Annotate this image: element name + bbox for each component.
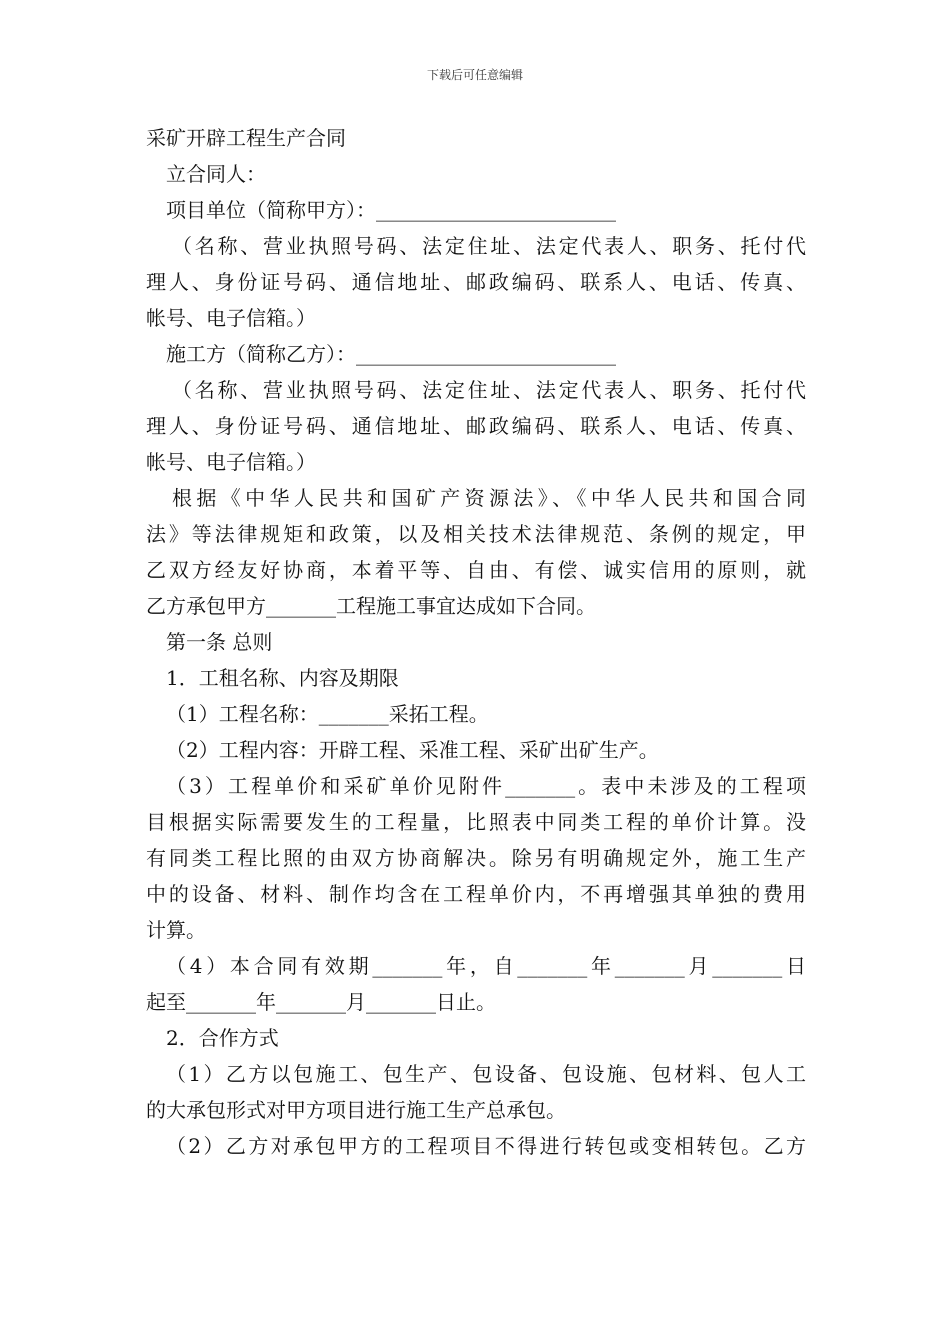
document-title: 采矿开辟工程生产合同 (146, 126, 346, 150)
contract-document (146, 120, 806, 1164)
party-b-note-line: 帐号、电子信箱。） (146, 450, 316, 474)
clause-1-3-line: 中的设备、材料、制作均含在工程单价内，不再增强其单独的费用 (146, 882, 806, 906)
article-1-heading: 第一条 总则 (166, 630, 273, 654)
page-header-note: 下载后可任意编辑 (426, 68, 523, 82)
party-a-note-line: 帐号、电子信箱。） (146, 306, 316, 330)
parties-heading: 立合同人： (166, 162, 266, 186)
party-b-note-line: （名称、营业执照号码、法定住址、法定代表人、职务、托付代 (172, 378, 806, 402)
section-2-heading: 2．合作方式 (166, 1026, 279, 1050)
party-b-note-line: 理人、身份证号码、通信地址、邮政编码、联系人、电话、传真、 (146, 414, 806, 438)
clause-1-3-line: 计算。 (146, 918, 206, 942)
clause-1-2: （2）工程内容：开辟工程、采准工程、采矿出矿生产。 (166, 738, 659, 762)
section-1-heading: 1．工租名称、内容及期限 (166, 666, 399, 690)
preamble-line: 法》等法律规矩和政策，以及相关技术法律规范、条例的规定，甲 (146, 522, 806, 546)
clause-2-2-line: （2）乙方对承包甲方的工程项目不得进行转包或变相转包。乙方 (166, 1134, 806, 1158)
party-a-field: 项目单位（简称甲方）：________________________ (166, 198, 616, 222)
clause-2-1-line: （1）乙方以包施工、包生产、包设备、包设施、包材料、包人工 (166, 1062, 806, 1086)
party-a-note-line: （名称、营业执照号码、法定住址、法定代表人、职务、托付代 (172, 234, 806, 258)
clause-1-1: （1）工程名称：_______采拓工程。 (166, 702, 489, 726)
clause-1-4-line: （4）本合同有效期_______年，自_______年_______月_______日 (166, 954, 806, 978)
preamble-line: 乙双方经友好协商，本着平等、自由、有偿、诚实信用的原则，就 (146, 558, 806, 582)
preamble-line: 乙方承包甲方_______工程施工事宜达成如下合同。 (146, 594, 596, 618)
clause-1-3-line: 有同类工程比照的由双方协商解决。除另有明确规定外，施工生产 (146, 846, 806, 870)
party-b-field: 施工方（简称乙方）：__________________________ (166, 342, 616, 366)
party-a-note-line: 理人、身份证号码、通信地址、邮政编码、联系人、电话、传真、 (146, 270, 806, 294)
preamble-line: 根据《中华人民共和国矿产资源法》、《中华人民共和国合同 (172, 486, 806, 510)
clause-2-1-line: 的大承包形式对甲方项目进行施工生产总承包。 (146, 1098, 566, 1122)
clause-1-4-line: 起至_______年_______月_______日止。 (146, 990, 496, 1014)
clause-1-3-line: （3）工程单价和采矿单价见附件_______。表中未涉及的工程项 (166, 774, 806, 798)
clause-1-3-line: 目根据实际需要发生的工程量，比照表中同类工程的单价计算。没 (146, 810, 806, 834)
